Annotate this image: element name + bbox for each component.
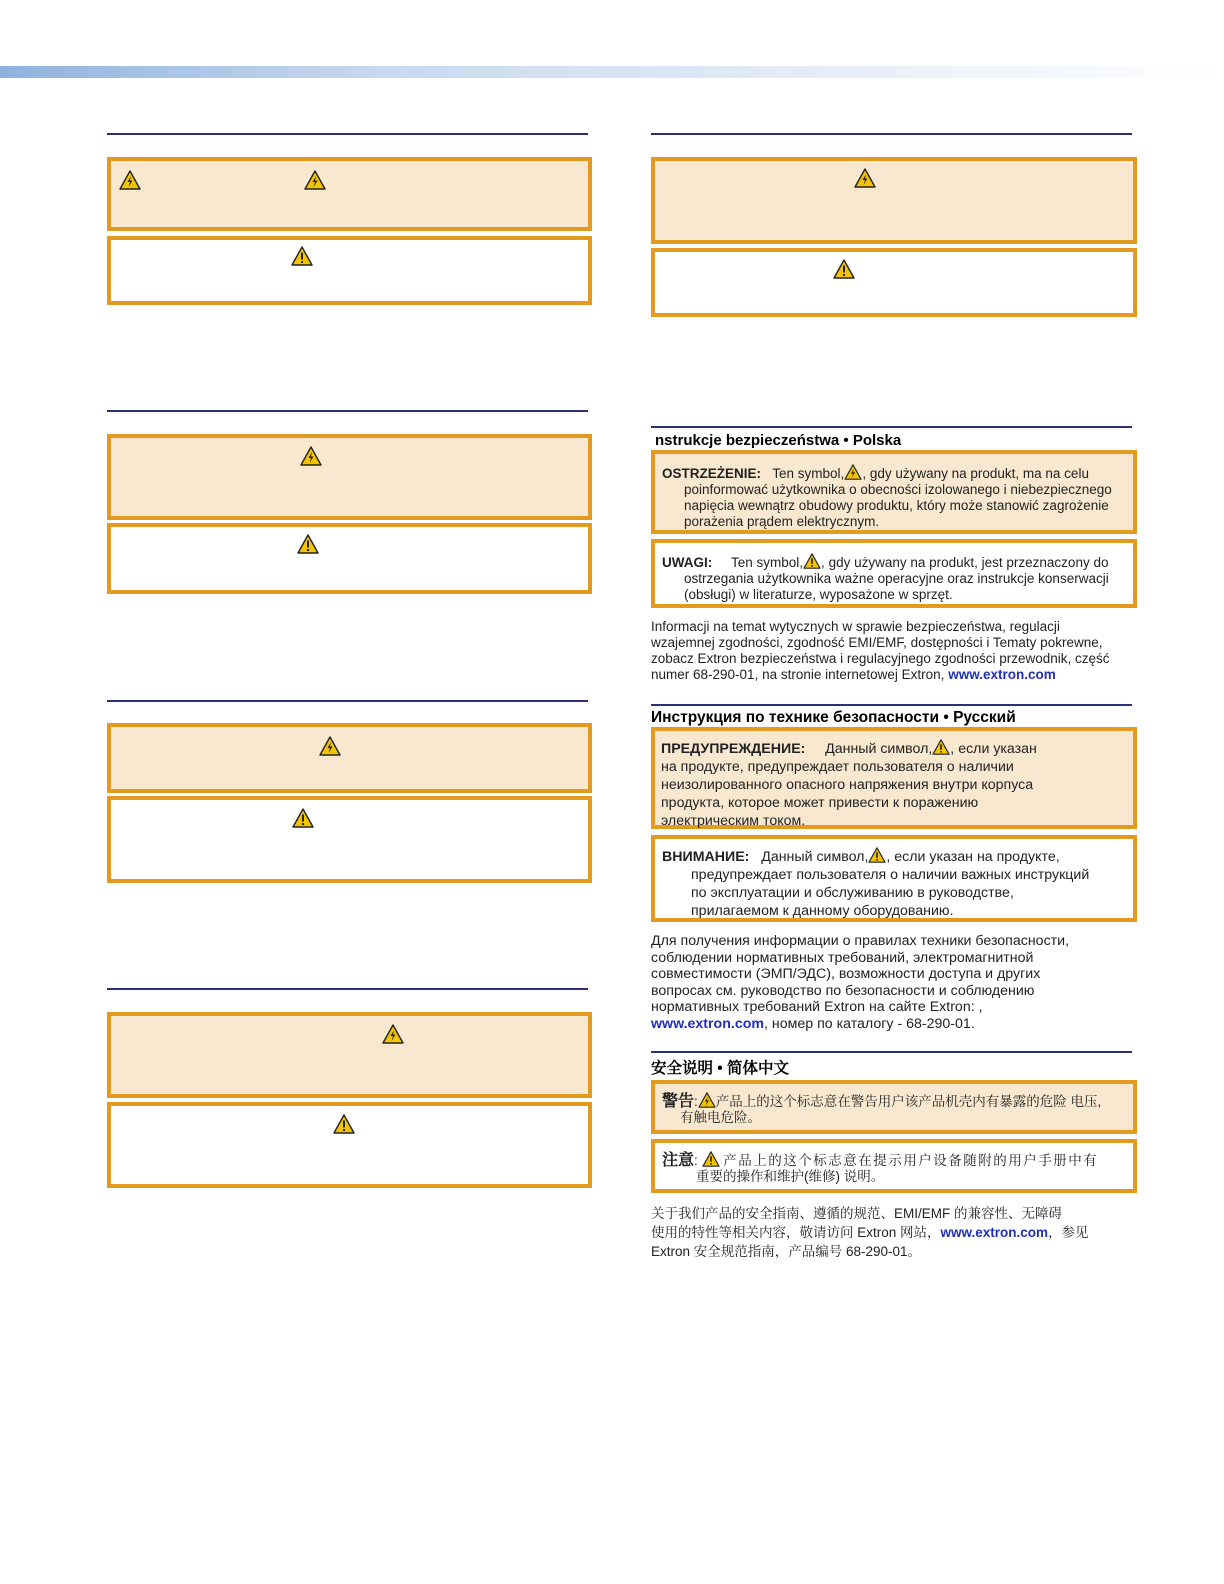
section-rule bbox=[107, 988, 588, 990]
caution-box-polska bbox=[651, 539, 1137, 608]
header-gradient-bar bbox=[0, 66, 1224, 78]
section-rule bbox=[651, 704, 1132, 706]
warning-text-russian: ПРЕДУПРЕЖДЕНИЕ: Данный символ, , если указан на продукте, предупреждает пользователя о наличии неизолированного опасного напряжения внутри корпуса продукта, которое может привести к поражению электрическим током. bbox=[661, 739, 1131, 830]
paragraph-line: Extron 安全规范指南，产品编号 68-290-01。 bbox=[651, 1244, 922, 1259]
warning-label: 警告 bbox=[662, 1093, 695, 1110]
warning-box bbox=[107, 723, 592, 793]
caution-exclamation-icon bbox=[297, 534, 319, 554]
caution-label: UWAGI: bbox=[662, 555, 713, 570]
section-rule bbox=[651, 426, 1132, 428]
section-rule bbox=[107, 410, 588, 412]
section-rule bbox=[107, 133, 588, 135]
caution-text-segment: Данный символ, bbox=[761, 849, 869, 865]
warning-box-russian bbox=[651, 727, 1137, 829]
high-voltage-warning-icon bbox=[854, 168, 876, 188]
caution-text-russian: ВНИМАНИЕ: Данный символ, , если указан на продукте, предупреждает пользователя о наличии важных инструкций по эксплуатации и обслуживанию в руководстве, прилагаемом к данному оборудованию. bbox=[662, 847, 1132, 920]
caution-text-segment: если указан на продукте, bbox=[894, 849, 1060, 865]
caution-label: ВНИМАНИЕ: bbox=[662, 849, 750, 865]
paragraph-line: 使用的特性等相关内容，敬请访问 Extron 网站， bbox=[651, 1225, 941, 1240]
section-heading-polska: nstrukcje bezpieczeństwa • Polska bbox=[655, 432, 902, 449]
high-voltage-warning-icon bbox=[119, 170, 141, 190]
warning-text-line: napięcia wewnątrz obudowy produktu, który może stanowić zagrożenie bbox=[684, 498, 1109, 513]
warning-text-polska: OSTRZEŻENIE: Ten symbol, , gdy używany na produkt, ma na celu poinformować użytkownika o obecności izolowanego i niebezpiecznego napięcia wewnątrz obudowy produktu, który może stanowić zagrożenie porażenia prądem elektrycznym. bbox=[662, 464, 1130, 530]
warning-text-line: продукта, которое может привести к поражению bbox=[661, 795, 979, 811]
caution-exclamation-icon bbox=[292, 808, 314, 828]
warning-text-segment: если указан bbox=[958, 741, 1037, 757]
warning-label: ПРЕДУПРЕЖДЕНИЕ: bbox=[661, 741, 806, 757]
warning-text-line: porażenia prądem elektrycznym. bbox=[684, 514, 880, 529]
caution-exclamation-icon bbox=[702, 1151, 720, 1167]
warning-box bbox=[107, 157, 592, 231]
paragraph-line: Для получения информации о правилах техники безопасности, bbox=[651, 933, 1070, 949]
info-paragraph-polska bbox=[651, 619, 1136, 683]
high-voltage-warning-icon bbox=[382, 1024, 404, 1044]
paragraph-line: вопросах см. руководство по безопасности и соблюдению bbox=[651, 982, 1035, 999]
paragraph-line: zobacz Extron bezpieczeństwa i regulacyjnego zgodności przewodnik, część bbox=[651, 651, 1110, 666]
caution-exclamation-icon bbox=[291, 246, 313, 266]
warning-text-line: неизолированного опасного напряжения внутри корпуса bbox=[661, 777, 1034, 793]
paragraph-line: Informacji na temat wytycznych w sprawie bezpieczeństwa, regulacji bbox=[651, 619, 1060, 634]
warning-text-chinese: 警告: 产品上的这个标志意在警告用户该产品机壳内有暴露的危险 电压, 有触电危险。 bbox=[662, 1092, 1132, 1126]
caution-text-chinese: 注意: 产品上的这个标志意在提示用户设备随附的用户手册中有 重要的操作和维护(维修) 说明。 bbox=[662, 1151, 1132, 1185]
paragraph-line: ，参见 bbox=[1048, 1225, 1089, 1240]
section-heading-chinese: 安全说明 • 简体中文 bbox=[651, 1060, 790, 1077]
caution-box bbox=[107, 796, 592, 883]
warning-label: OSTRZEŻENIE: bbox=[662, 466, 762, 481]
warning-text-segment: 产品上的这个标志意在警告用户该产品机壳内有暴露的危险 电压, bbox=[715, 1094, 1102, 1109]
high-voltage-warning-icon bbox=[300, 446, 322, 466]
warning-box-chinese bbox=[651, 1080, 1137, 1134]
caution-text-line: ostrzegania użytkownika ważne operacyjne oraz instrukcje konserwacji bbox=[684, 571, 1109, 586]
caution-text-segment: Ten symbol, bbox=[731, 555, 804, 570]
high-voltage-warning-icon bbox=[932, 739, 950, 755]
caution-box-russian bbox=[651, 835, 1137, 922]
caution-text-line: предупреждает пользователя о наличии важных инструкций bbox=[691, 867, 1090, 883]
warning-text-line: 有触电危险。 bbox=[680, 1110, 761, 1125]
paragraph-line: нормативных требований Extron на сайте Extron: , bbox=[651, 999, 983, 1015]
caution-box-chinese bbox=[651, 1139, 1137, 1193]
warning-text-segment: Данный символ, bbox=[825, 741, 933, 757]
warning-box bbox=[107, 434, 592, 520]
caution-text-segment: gdy używany na produkt, jest przeznaczony do bbox=[828, 555, 1109, 570]
caution-exclamation-icon bbox=[833, 259, 855, 279]
caution-text-line: 重要的操作和维护(维修) 说明。 bbox=[696, 1169, 885, 1184]
warning-text-line: на продукте, предупреждает пользователя о наличии bbox=[661, 759, 1014, 775]
caution-box bbox=[651, 248, 1137, 317]
caution-exclamation-icon bbox=[868, 847, 886, 863]
warning-text-line: электрическим током. bbox=[661, 813, 806, 829]
info-paragraph-chinese bbox=[651, 1204, 1136, 1261]
high-voltage-warning-icon bbox=[844, 464, 862, 480]
caution-box bbox=[107, 523, 592, 594]
extron-website-link[interactable]: www.extron.com bbox=[651, 1015, 764, 1032]
warning-box bbox=[651, 157, 1137, 244]
caution-label: 注意 bbox=[662, 1152, 695, 1169]
high-voltage-warning-icon bbox=[319, 736, 341, 756]
section-heading-russian: Инструкция по технике безопасности • Русский bbox=[651, 709, 1016, 726]
caution-exclamation-icon bbox=[803, 553, 821, 569]
warning-box-polska bbox=[651, 450, 1137, 534]
warning-text-segment: gdy używany na produkt, ma na celu bbox=[869, 466, 1089, 481]
caution-text-line: (obsługi) w literaturze, wyposażone w sprzęt. bbox=[684, 587, 953, 602]
info-paragraph-russian bbox=[651, 933, 1136, 1032]
caution-text-polska: UWAGI: Ten symbol, , gdy używany na produkt, jest przeznaczony do ostrzegania użytkownika ważne operacyjne oraz instrukcje konserwacji (obsługi) w literaturze, wyposażone w sprzęt. bbox=[662, 553, 1130, 603]
section-rule bbox=[651, 1051, 1132, 1053]
high-voltage-warning-icon bbox=[698, 1092, 716, 1108]
extron-website-link[interactable]: www.extron.com bbox=[940, 1225, 1049, 1240]
caution-box bbox=[107, 236, 592, 305]
paragraph-line: wzajemnej zgodności, zgodność EMI/EMF, dostępności i Tematy pokrewne, bbox=[651, 635, 1103, 650]
paragraph-line: соблюдении нормативных требований, электромагнитной bbox=[651, 949, 1034, 966]
warning-box bbox=[107, 1012, 592, 1098]
caution-text-line: по эксплуатации и обслуживанию в руководстве, bbox=[691, 885, 1014, 901]
caution-text-line: прилагаемом к данному оборудованию. bbox=[691, 903, 954, 919]
paragraph-line: , номер по каталогу - 68-290-01. bbox=[764, 1015, 975, 1032]
caution-box bbox=[107, 1102, 592, 1188]
paragraph-line: numer 68-290-01, na stronie internetowej Extron, bbox=[651, 667, 945, 682]
high-voltage-warning-icon bbox=[304, 170, 326, 190]
warning-text-segment: Ten symbol, bbox=[772, 466, 845, 481]
section-rule bbox=[107, 700, 588, 702]
paragraph-line: совместимости (ЭМП/ЭДС), возможности доступа и других bbox=[651, 966, 1041, 982]
extron-website-link[interactable]: www.extron.com bbox=[948, 667, 1056, 682]
warning-text-line: poinformować użytkownika o obecności izolowanego i niebezpiecznego bbox=[684, 482, 1112, 497]
caution-text-segment: 产品上的这个标志意在提示用户设备随附的用户手册中有 bbox=[723, 1153, 1099, 1168]
paragraph-line: 关于我们产品的安全指南、遵循的规范、EMI/EMF 的兼容性、无障碍 bbox=[651, 1206, 1062, 1221]
caution-exclamation-icon bbox=[333, 1114, 355, 1134]
section-rule bbox=[651, 133, 1132, 135]
